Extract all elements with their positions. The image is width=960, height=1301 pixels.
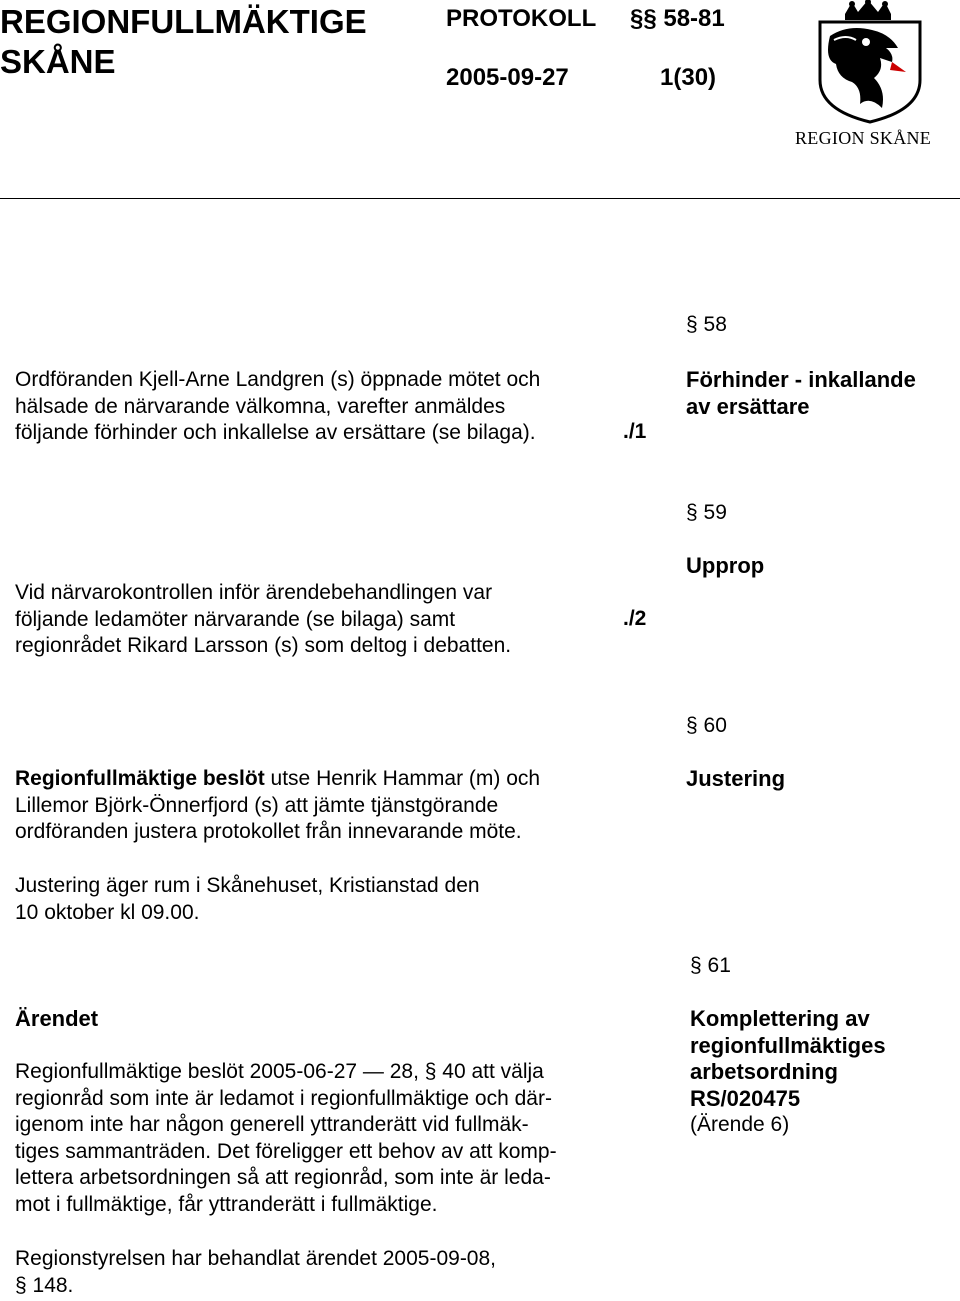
- region-skane-logo: [790, 0, 950, 160]
- attachment-ref-1: ./1: [623, 420, 647, 443]
- section-60-body-2: [15, 873, 615, 926]
- section-58-title: [686, 367, 956, 420]
- section-61-body-2: [15, 1246, 615, 1299]
- section-60-number: § 60: [686, 714, 727, 737]
- body-line: Vid närvarokontrollen inför ärendebehandlingen var: [15, 581, 493, 604]
- section-title-line: Förhinder - inkallande: [686, 367, 916, 392]
- paragraph-range: §§ 58-81: [630, 5, 725, 32]
- section-61-title: [690, 1006, 955, 1139]
- griffin-crest-icon: [790, 0, 950, 125]
- logo-text: REGION SKÅNE: [795, 128, 932, 148]
- section-59-number: § 59: [686, 501, 727, 524]
- body-line: regionråd som inte är ledamot i regionfullmäktige och där-: [15, 1086, 552, 1110]
- attachment-ref-2: ./2: [623, 607, 647, 630]
- body-line: lettera arbetsordningen så att regionråd, som inte är leda-: [15, 1166, 551, 1189]
- section-60-title: Justering: [686, 766, 786, 791]
- page-number: 1(30): [660, 64, 717, 91]
- case-number: RS/020475: [690, 1085, 801, 1111]
- section-61-number: § 61: [690, 954, 731, 977]
- section-title-line: Komplettering av: [690, 1006, 870, 1031]
- body-line: igenom inte har någon generell yttranderätt vid fullmäk-: [15, 1113, 529, 1136]
- body-line: Regionfullmäktige beslöt 2005-06-27 — 28, § 40 att välja: [15, 1060, 544, 1083]
- organization-name-line2: SKÅNE: [0, 43, 116, 80]
- body-line: tiges sammanträden. Det föreligger ett behov av att komp-: [15, 1139, 557, 1163]
- case-note: (Ärende 6): [690, 1113, 790, 1136]
- body-line: regionrådet Rikard Larsson (s) som deltog i debatten.: [15, 634, 512, 657]
- body-line: Ordföranden Kjell-Arne Landgren (s) öppnade mötet och: [15, 368, 541, 391]
- section-58-number: [686, 312, 727, 339]
- header-divider: [0, 198, 960, 199]
- section-title-line: av ersättare: [686, 393, 810, 419]
- body-line: mot i fullmäktige, får yttranderätt i fullmäktige.: [15, 1192, 438, 1216]
- section-58-body: [15, 367, 615, 447]
- organization-name-line1: REGIONFULLMÄKTIGE: [0, 3, 367, 40]
- body-line: [15, 766, 615, 793]
- body-line: Regionstyrelsen har behandlat ärendet 2005-09-08,: [15, 1247, 497, 1270]
- paragraph-symbol: § 58: [686, 313, 727, 336]
- section-title-line: arbetsordning: [690, 1059, 838, 1084]
- body-line: Lillemor Björk-Önnerfjord (s) att jämte tjänstgörande: [15, 793, 499, 817]
- body-line: 10 oktober kl 09.00.: [15, 900, 200, 924]
- section-title-line: regionfullmäktiges: [690, 1032, 886, 1058]
- section-59-body: [15, 580, 615, 660]
- section-59-title: Upprop: [686, 553, 765, 578]
- body-line: följande förhinder och inkallelse av ersättare (se bilaga).: [15, 421, 536, 444]
- body-line: hälsade de närvarande välkomna, varefter anmäldes: [15, 394, 506, 418]
- body-line: ordföranden justera protokollet från innevarande möte.: [15, 820, 522, 843]
- body-text: utse Henrik Hammar (m) och: [264, 767, 541, 790]
- subheading-arendet: Ärendet: [15, 1006, 99, 1031]
- meeting-date: 2005-09-27: [446, 64, 569, 91]
- body-line: Justering äger rum i Skånehuset, Kristianstad den: [15, 874, 480, 897]
- document-type: PROTOKOLL: [446, 5, 597, 32]
- body-line: följande ledamöter närvarande (se bilaga) samt: [15, 607, 456, 631]
- section-60-body: [15, 766, 615, 846]
- section-61-body: [15, 1059, 615, 1218]
- body-line: § 148.: [15, 1273, 74, 1297]
- organization-name: [0, 2, 367, 82]
- decision-lead: Regionfullmäktige beslöt: [15, 767, 265, 790]
